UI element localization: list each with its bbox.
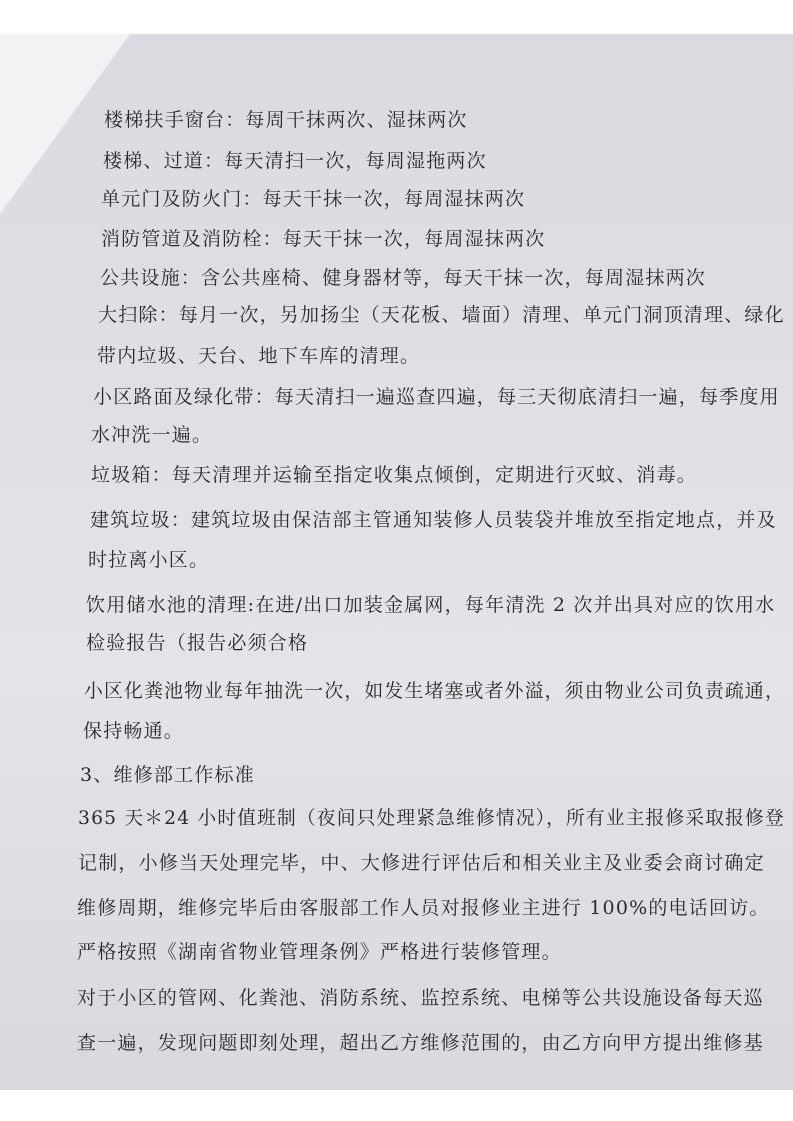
text-line: 严格按照《湖南省物业管理条例》严格进行装修管理。	[77, 941, 562, 963]
text-line: 查一遍，发现问题即刻处理，超出乙方维修范围的，由乙方向甲方提出维修基	[77, 1032, 764, 1054]
text-line: 保持畅通。	[83, 720, 185, 742]
section-heading: 3、维修部工作标准	[80, 764, 255, 786]
text-line: 维修周期，维修完毕后由客服部工作人员对报修业主进行 100%的电话回访。	[77, 897, 770, 919]
text-line: 小区化粪池物业每年抽洗一次，如发生堵塞或者外溢，须由物业公司负责疏通，	[84, 680, 786, 702]
text-line: 大扫除：每月一次，另加扬尘（天花板、墙面）清理、单元门洞顶清理、绿化	[98, 304, 785, 326]
text-line: 垃圾箱：每天清理并运输至指定收集点倾倒，定期进行灭蚊、消毒。	[91, 464, 698, 486]
text-line: 记制，小修当天处理完毕，中、大修进行评估后和相关业主及业委会商讨确定	[78, 852, 765, 874]
text-line: 带内垃圾、天台、地下车库的清理。	[97, 345, 421, 367]
text-line: 饮用储水池的清理:在进/出口加装金属网，每年清洗 2 次并出具对应的饮用水	[86, 594, 776, 616]
text-line: 水冲洗一遍。	[91, 424, 213, 446]
text-line: 单元门及防火门：每天干抹一次，每周湿抹两次	[101, 188, 526, 210]
bottom-margin	[0, 1090, 793, 1121]
text-line: 公共设施：含公共座椅、健身器材等，每天干抹一次，每周湿抹两次	[100, 267, 707, 289]
top-margin	[0, 0, 793, 34]
text-line: 小区路面及绿化带：每天清扫一遍巡查四遍，每三天彻底清扫一遍，每季度用	[93, 386, 780, 408]
text-line: 对于小区的管网、化粪池、消防系统、监控系统、电梯等公共设施设备每天巡	[77, 987, 764, 1009]
text-line: 365 天＊24 小时值班制（夜间只处理紧急维修情况），所有业主报修采取报修登	[78, 807, 785, 829]
text-line: 时拉离小区。	[88, 549, 210, 571]
text-line: 检验报告（报告必须合格	[86, 632, 309, 654]
text-line: 楼梯、过道：每天清扫一次，每周湿拖两次	[103, 150, 487, 172]
text-line: 消防管道及消防栓：每天干抹一次，每周湿抹两次	[101, 228, 546, 250]
text-line: 楼梯扶手窗台：每周干抹两次、湿抹两次	[104, 109, 468, 131]
text-line: 建筑垃圾：建筑垃圾由保洁部主管通知装修人员装袋并堆放至指定地点，并及	[90, 509, 777, 531]
